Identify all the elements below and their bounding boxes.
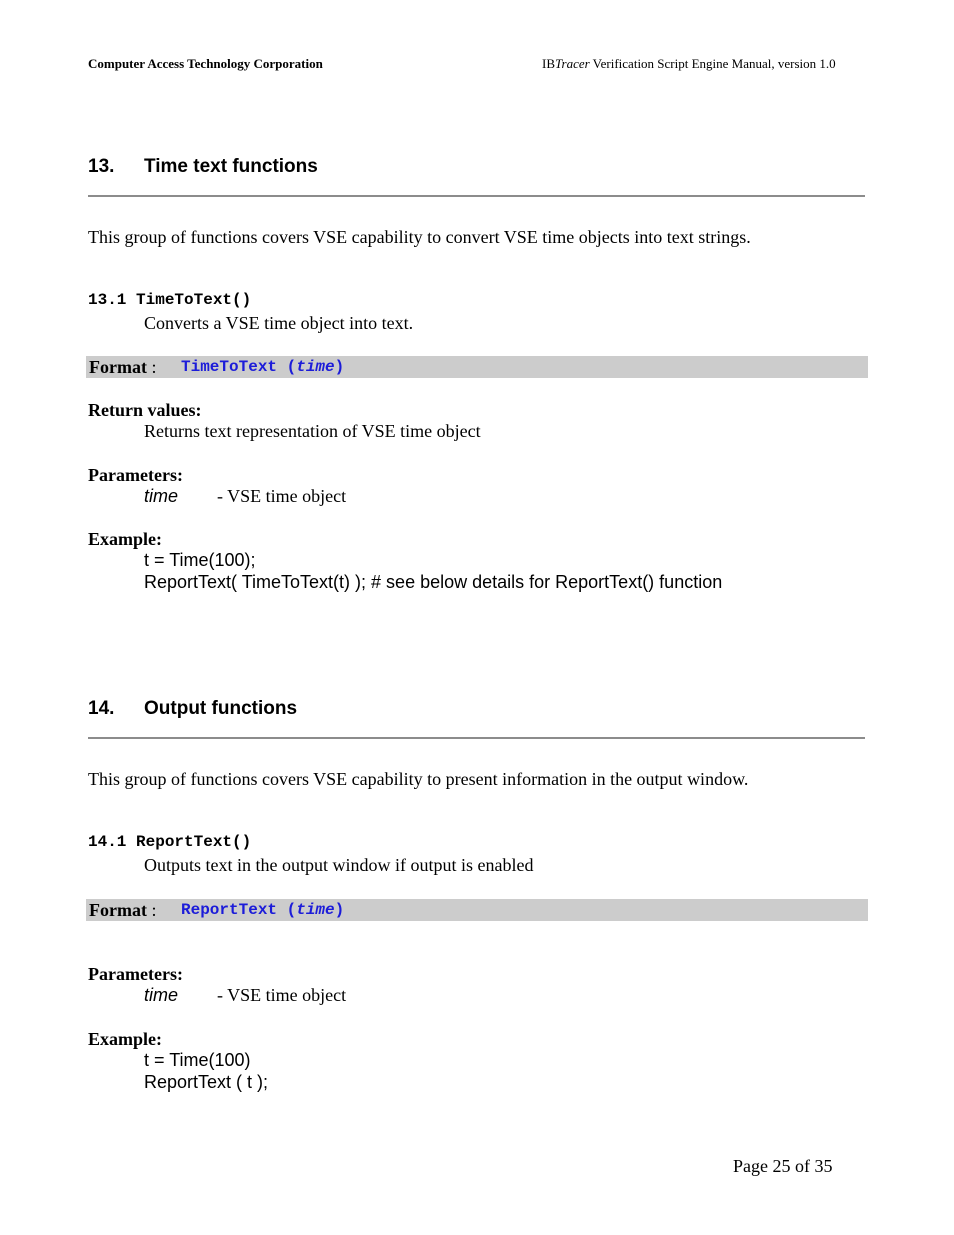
section-14-number: 14. (88, 698, 115, 719)
example-line: t = Time(100); (144, 550, 256, 570)
section-13-rule (88, 195, 865, 197)
section-14-intro: This group of functions covers VSE capability to present information in the output window. (88, 769, 749, 789)
format-bar-timetotext (86, 356, 868, 378)
format-signature: TimeToText (time) (181, 358, 345, 376)
header-left: Computer Access Technology Corporation (88, 56, 323, 71)
parameter-name: time (144, 486, 179, 506)
example-label: Example: (88, 529, 162, 549)
section-13-intro: This group of functions covers VSE capability to convert VSE time objects into text strings. (88, 227, 751, 247)
subsection-13-1-description: Converts a VSE time object into text. (144, 313, 414, 333)
parameters-label: Parameters: (88, 964, 183, 984)
example-label: Example: (88, 1029, 162, 1049)
example-line: ReportText ( t ); (144, 1072, 269, 1092)
return-values-text: Returns text representation of VSE time object (144, 421, 481, 441)
section-13-number: 13. (88, 156, 115, 177)
return-values-label: Return values: (88, 400, 202, 420)
parameter-description: - VSE time object (217, 486, 347, 506)
format-bar-reporttext (86, 899, 868, 921)
parameter-description: - VSE time object (217, 985, 347, 1005)
section-14-title: Output functions (144, 698, 298, 719)
format-label: Format : (89, 900, 157, 920)
page-number: Page 25 of 35 (733, 1156, 833, 1176)
parameters-label: Parameters: (88, 465, 183, 485)
example-line: ReportText( TimeToText(t) ); # see below details for ReportText() function (144, 572, 723, 592)
subsection-14-1-description: Outputs text in the output window if output is enabled (144, 855, 534, 875)
subsection-13-1-heading: 13.1 TimeToText() (88, 291, 252, 309)
subsection-14-1-heading: 14.1 ReportText() (88, 833, 252, 851)
header-right: IBTracer Verification Script Engine Manual, version 1.0 (542, 56, 836, 71)
format-signature: ReportText (time) (181, 901, 345, 919)
parameter-name: time (144, 985, 179, 1005)
format-label: Format : (89, 357, 157, 377)
section-13-title: Time text functions (144, 156, 318, 177)
section-14-rule (88, 737, 865, 739)
example-line: t = Time(100) (144, 1050, 251, 1070)
